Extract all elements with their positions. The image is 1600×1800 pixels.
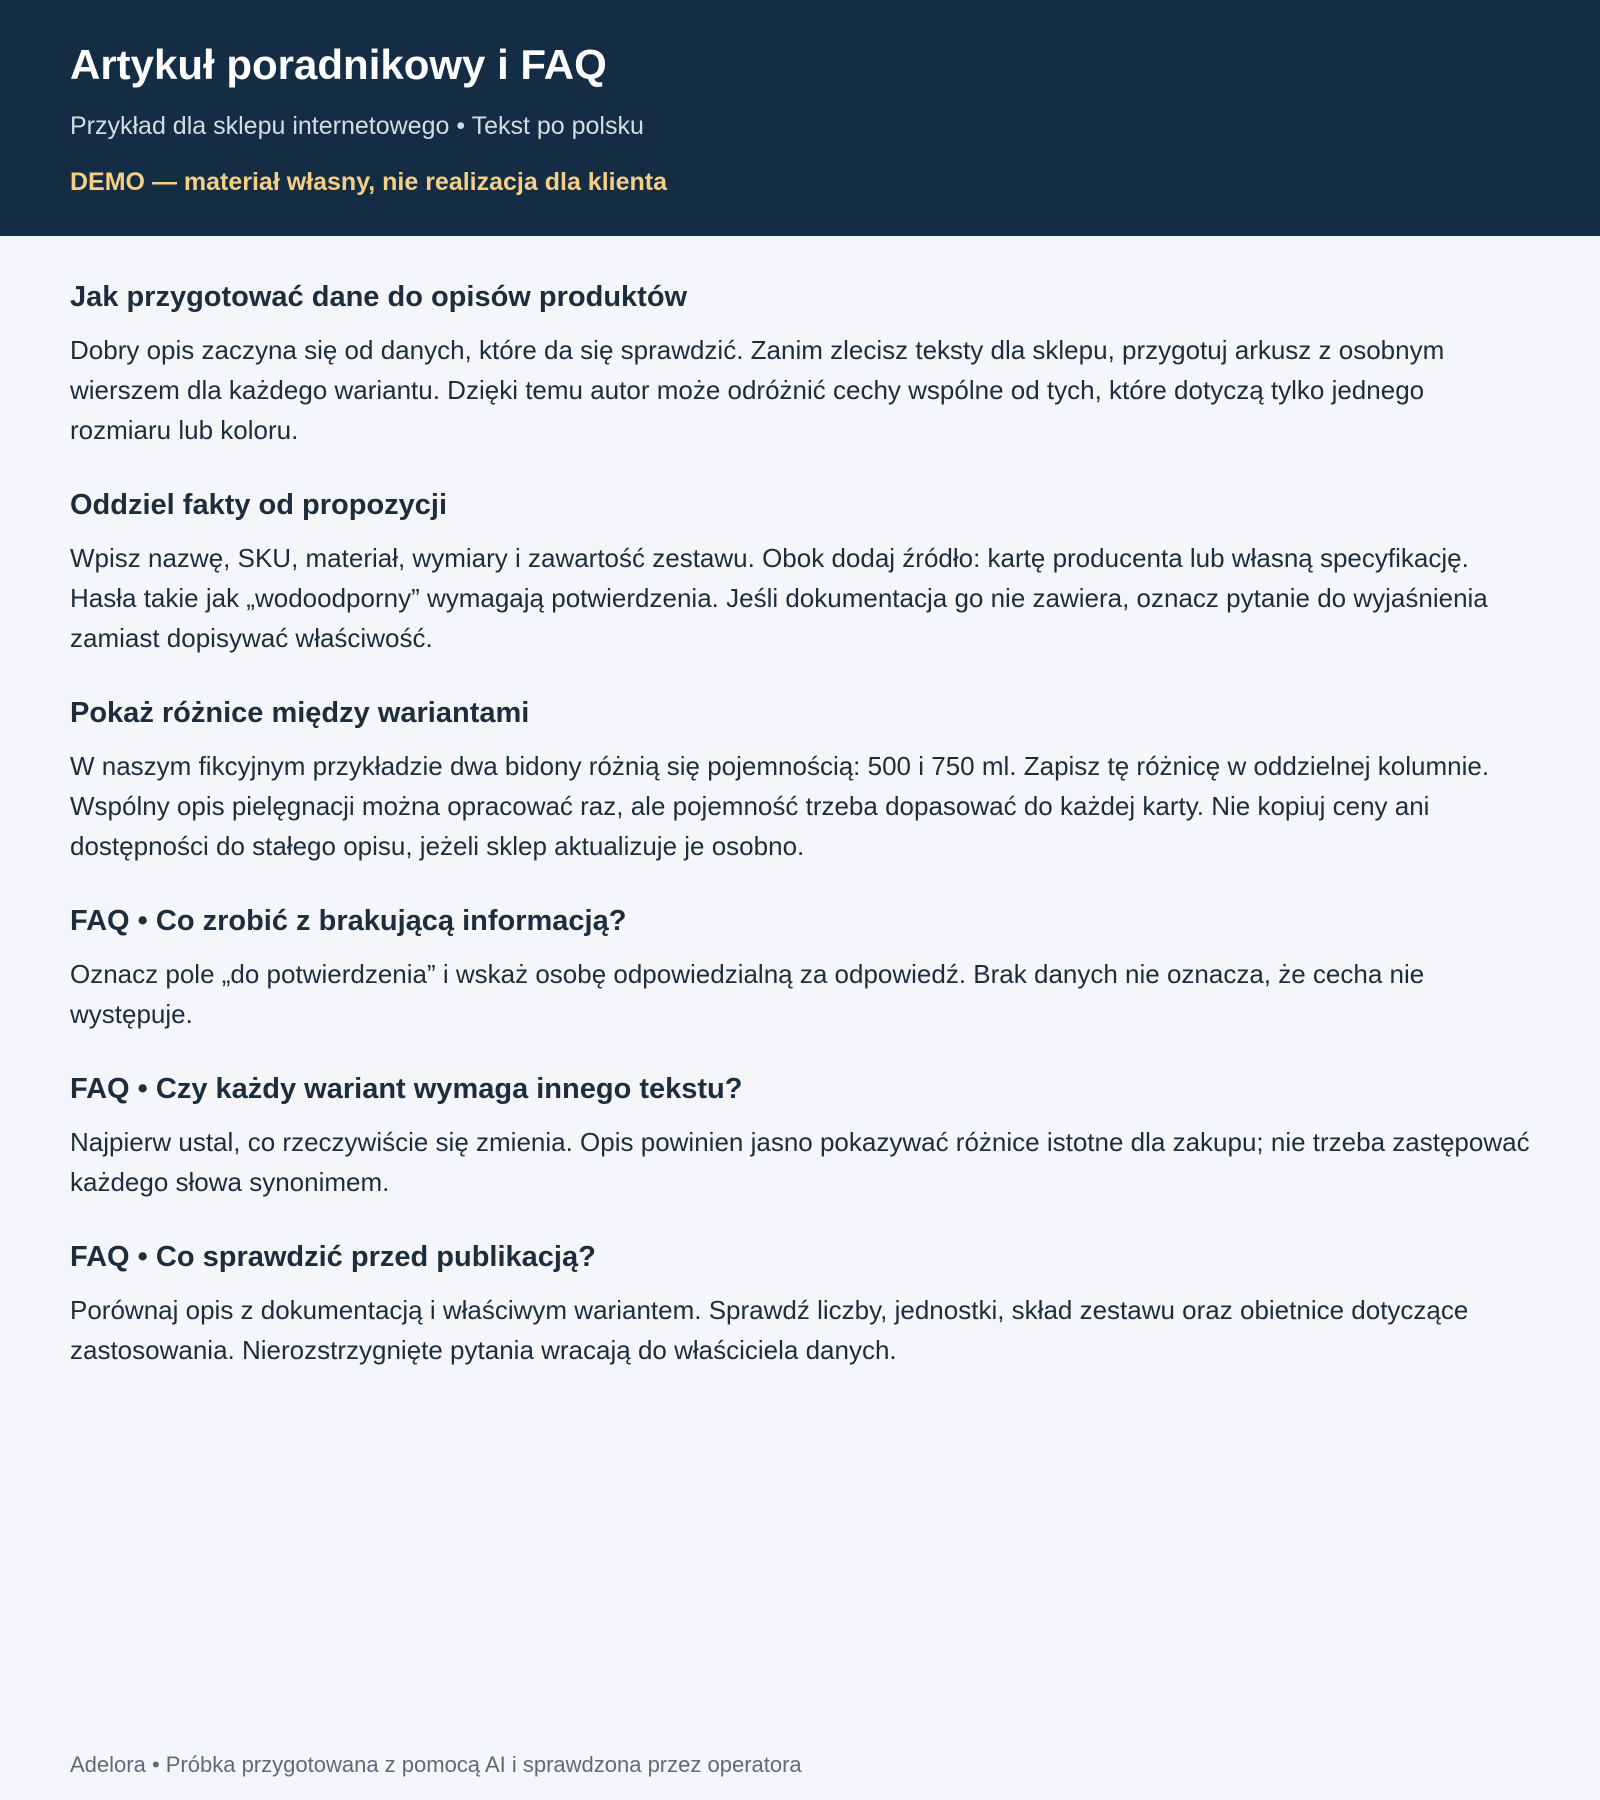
faq-question: FAQ • Co zrobić z brakującą informacją? bbox=[70, 905, 627, 937]
page-subtitle: Przykład dla sklepu internetowego • Tekst po polsku bbox=[70, 112, 644, 140]
article-section bbox=[70, 694, 1530, 866]
section-heading: Jak przygotować dane do opisów produktów bbox=[70, 281, 688, 313]
section-body: Wpisz nazwę, SKU, materiał, wymiary i zawartość zestawu. Obok dodaj źródło: kartę producenta lub własną specyfikację. Hasła takie jak „wodoodporny” wymagają potwierdzenia. Jeśli dokumentacja go nie zawiera, oznacz pytanie do wyjaśnienia zamiast dopisywać właściwość. bbox=[70, 543, 1488, 653]
section-body: W naszym fikcyjnym przykładzie dwa bidony różnią się pojemnością: 500 i 750 ml. Zapisz tę różnicę w oddzielnej kolumnie. Wspólny opis pielęgnacji można opracować raz, ale pojemność trzeba dopasować do każdej karty. Nie kopiuj ceny ani dostępności do stałego opisu, jeżeli sklep aktualizuje je osobno. bbox=[70, 751, 1490, 861]
faq-answer: Najpierw ustal, co rzeczywiście się zmienia. Opis powinien jasno pokazywać różnice istotne dla zakupu; nie trzeba zastępować każdego słowa synonimem. bbox=[70, 1127, 1530, 1197]
faq-answer: Porównaj opis z dokumentacją i właściwym wariantem. Sprawdź liczby, jednostki, skład zestawu oraz obietnice dotyczące zastosowania. Nierozstrzygnięte pytania wracają do właściciela danych. bbox=[70, 1295, 1469, 1365]
faq-question: FAQ • Co sprawdzić przed publikacją? bbox=[70, 1241, 596, 1273]
demo-notice: DEMO — materiał własny, nie realizacja dla klienta bbox=[70, 168, 667, 196]
section-body: Dobry opis zaczyna się od danych, które da się sprawdzić. Zanim zlecisz teksty dla sklepu, przygotuj arkusz z osobnym wierszem dla każdego wariantu. Dzięki temu autor może odróżnić cechy wspólne od tych, które dotyczą tylko jednego rozmiaru lub koloru. bbox=[70, 335, 1445, 445]
faq-question: FAQ • Czy każdy wariant wymaga innego tekstu? bbox=[70, 1073, 743, 1105]
article-section bbox=[70, 486, 1530, 658]
article-section bbox=[70, 278, 1530, 450]
section-heading: Oddziel fakty od propozycji bbox=[70, 489, 448, 521]
page-footer: Adelora • Próbka przygotowana z pomocą AI i sprawdzona przez operatora bbox=[70, 1752, 802, 1777]
faq-section bbox=[70, 1238, 1530, 1370]
section-heading: Pokaż różnice między wariantami bbox=[70, 697, 530, 729]
faq-answer: Oznacz pole „do potwierdzenia” i wskaż osobę odpowiedzialną za odpowiedź. Brak danych nie oznacza, że cecha nie występuje. bbox=[70, 959, 1425, 1029]
page-title: Artykuł poradnikowy i FAQ bbox=[70, 41, 607, 88]
page-header bbox=[0, 0, 1600, 236]
article-content bbox=[0, 236, 1600, 1370]
faq-section bbox=[70, 1070, 1530, 1202]
faq-section bbox=[70, 902, 1530, 1034]
